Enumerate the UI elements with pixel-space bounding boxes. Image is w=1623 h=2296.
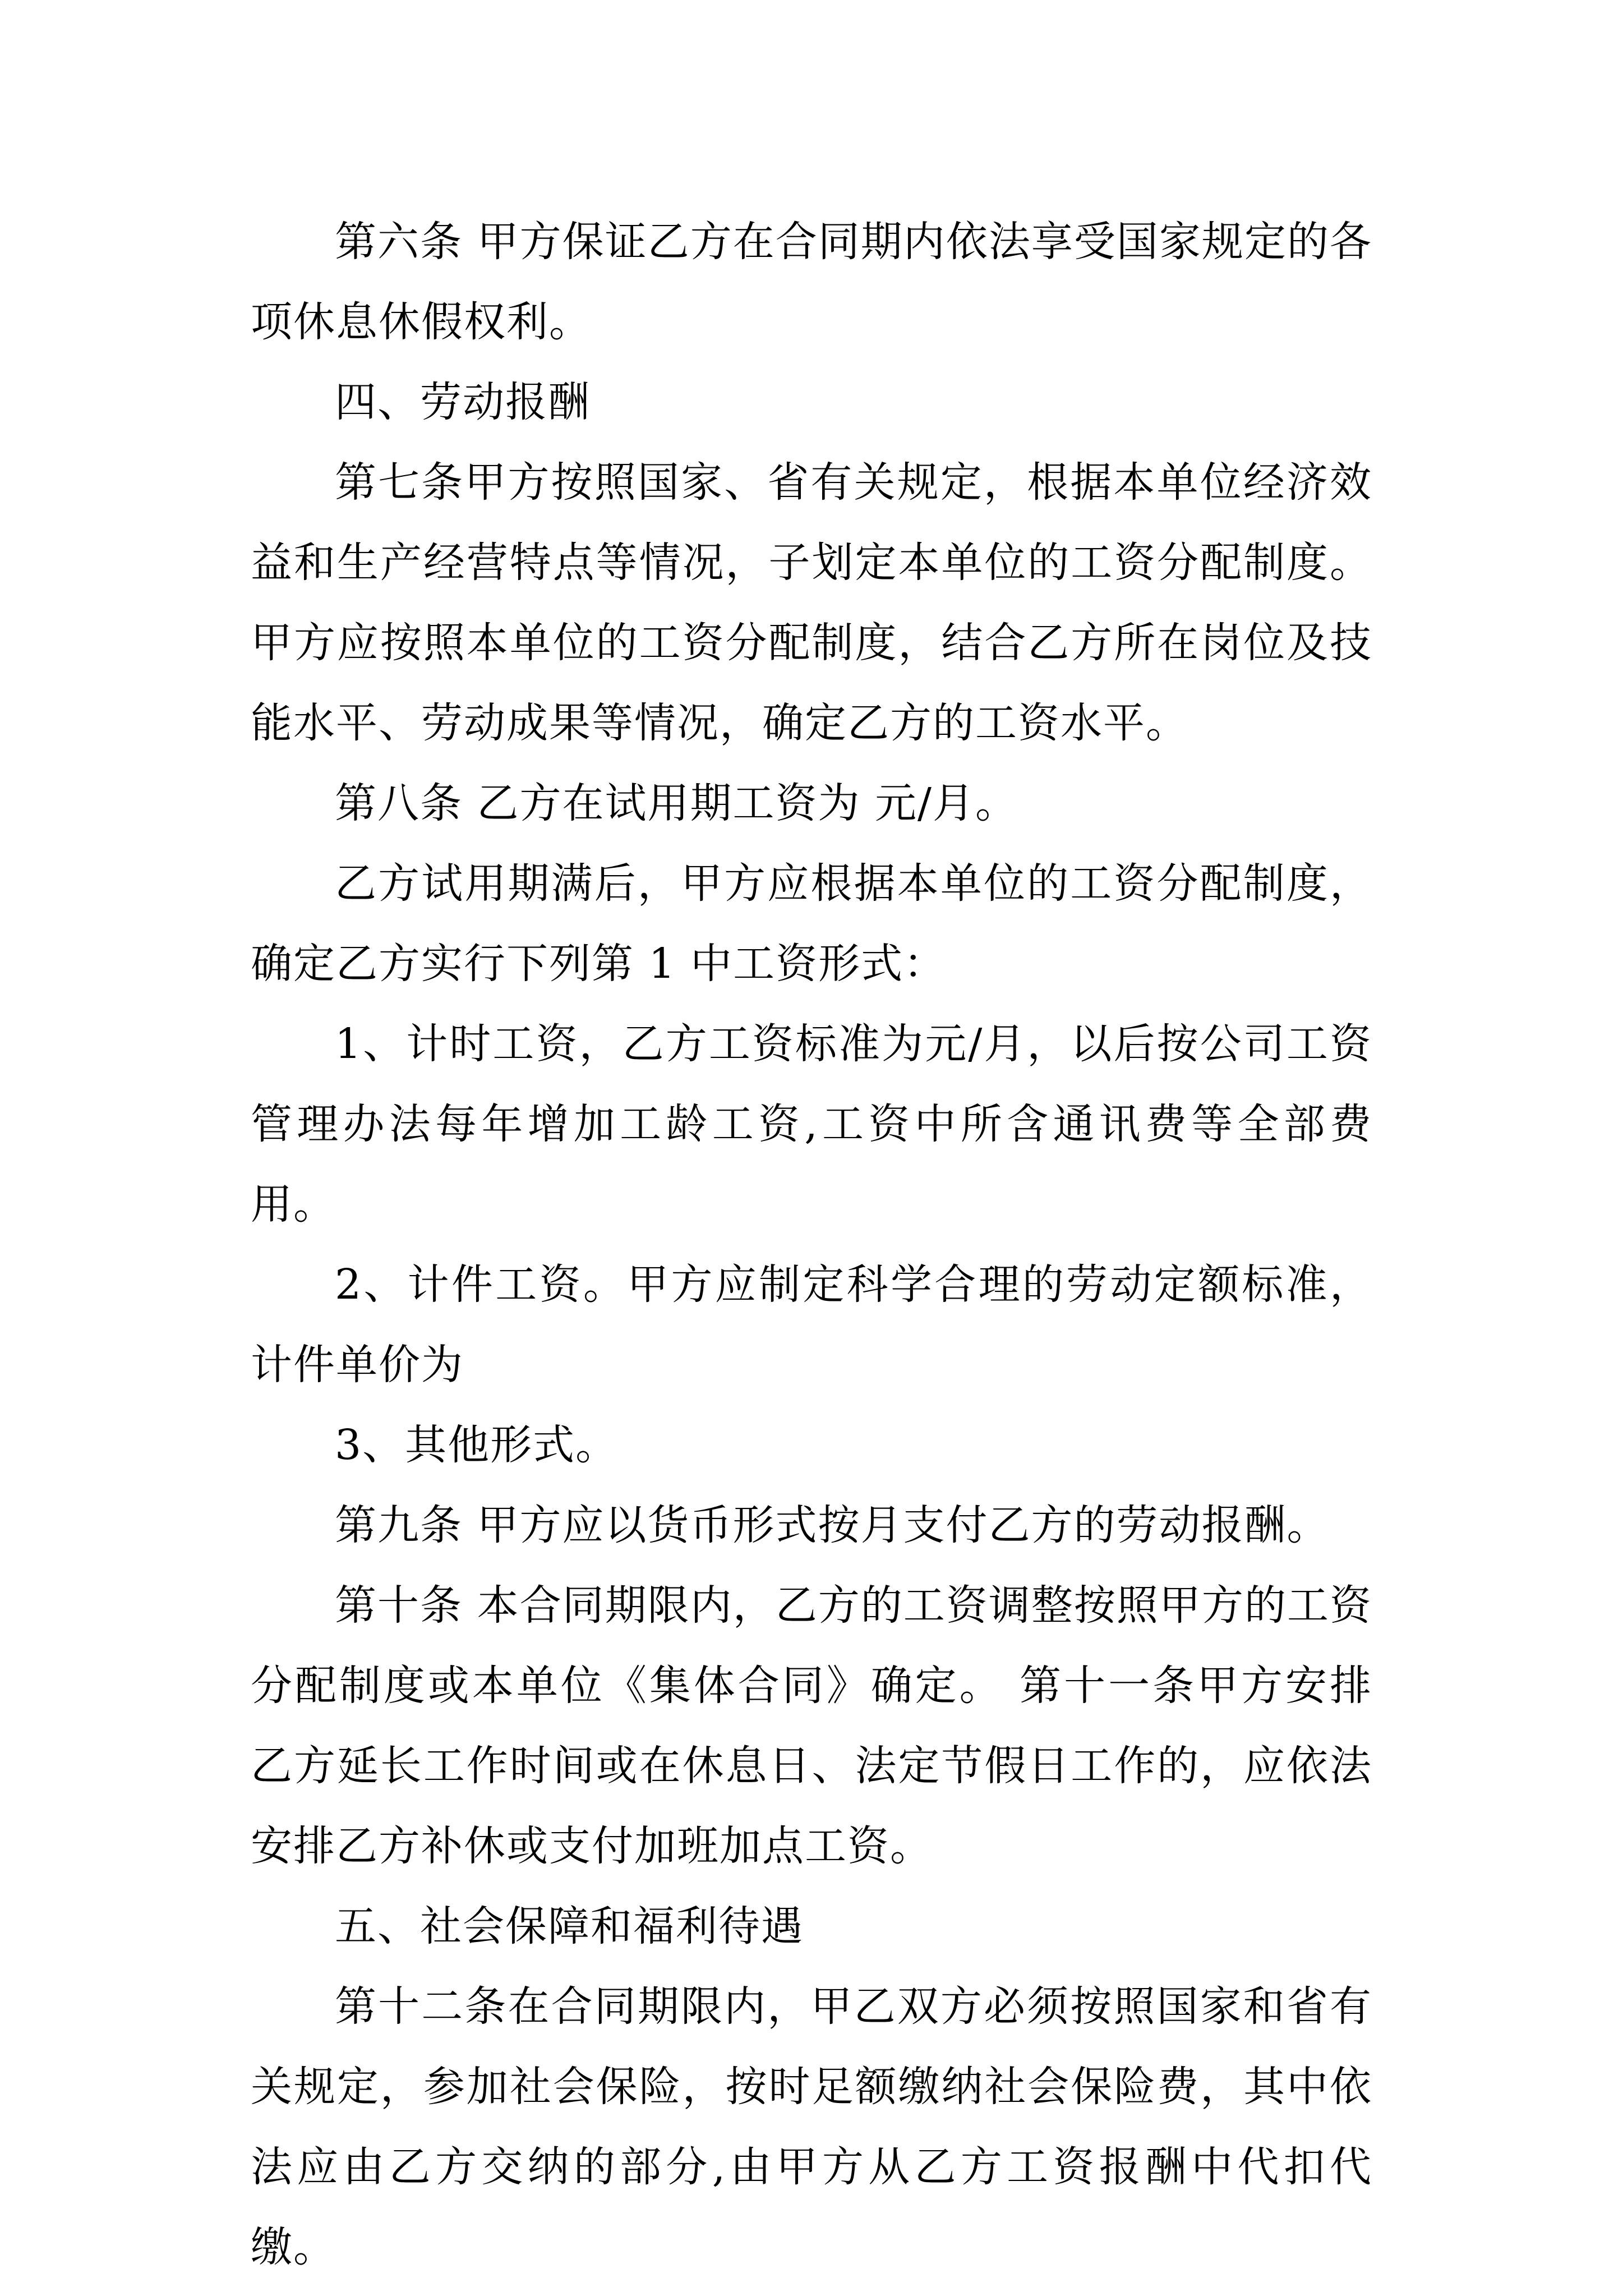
paragraph-article-10-11: 第十条 本合同期限内，乙方的工资调整按照甲方的工资分配制度或本单位《集体合同》确定。 第十一条甲方安排乙方延长工作时间或在休息日、法定节假日工作的，应依法安排乙方补休或支付加班加点工资。 — [251, 1581, 1372, 1870]
paragraph-time-wage: 1、计时工资，乙方工资标准为元/月，以后按公司工资管理办法每年增加工龄工资,工资中所含通讯费等全部费用。 — [251, 1020, 1372, 1228]
paragraph-other-form: 3、其他形式。 — [335, 1421, 619, 1469]
paragraph-article-12: 第十二条在合同期限内，甲乙双方必须按照国家和省有关规定，参加社会保险，按时足额缴纳社会保险费，其中依法应由乙方交纳的部分,由甲方从乙方工资报酬中代扣代缴。 — [251, 1982, 1372, 2271]
paragraph-article-9: 第九条 甲方应以货币形式按月支付乙方的劳动报酬。 — [335, 1501, 1330, 1549]
paragraph-article-8: 第八条 乙方在试用期工资为 元/月。 — [335, 779, 1018, 827]
document-body — [251, 202, 1372, 2288]
paragraph-piece-wage: 2、计件工资。甲方应制定科学合理的劳动定额标准，计件单价为 — [251, 1260, 1372, 1389]
paragraph-wage-form: 乙方试用期满后，甲方应根据本单位的工资分配制度，确定乙方实行下列第 1 中工资形式： — [251, 859, 1372, 988]
paragraph-article-7: 第七条甲方按照国家、省有关规定，根据本单位经济效益和生产经营特点等情况，子划定本单位的工资分配制度。甲方应按照本单位的工资分配制度，结合乙方所在岗位及技能水平、劳动成果等情况，确定乙方的工资水平。 — [251, 458, 1372, 747]
section-heading-labor-remuneration: 四、劳动报酬 — [335, 378, 591, 426]
paragraph-article-6: 第六条 甲方保证乙方在合同期内依法享受国家规定的各项休息休假权利。 — [251, 218, 1372, 346]
section-heading-social-security: 五、社会保障和福利待遇 — [335, 1902, 804, 1950]
